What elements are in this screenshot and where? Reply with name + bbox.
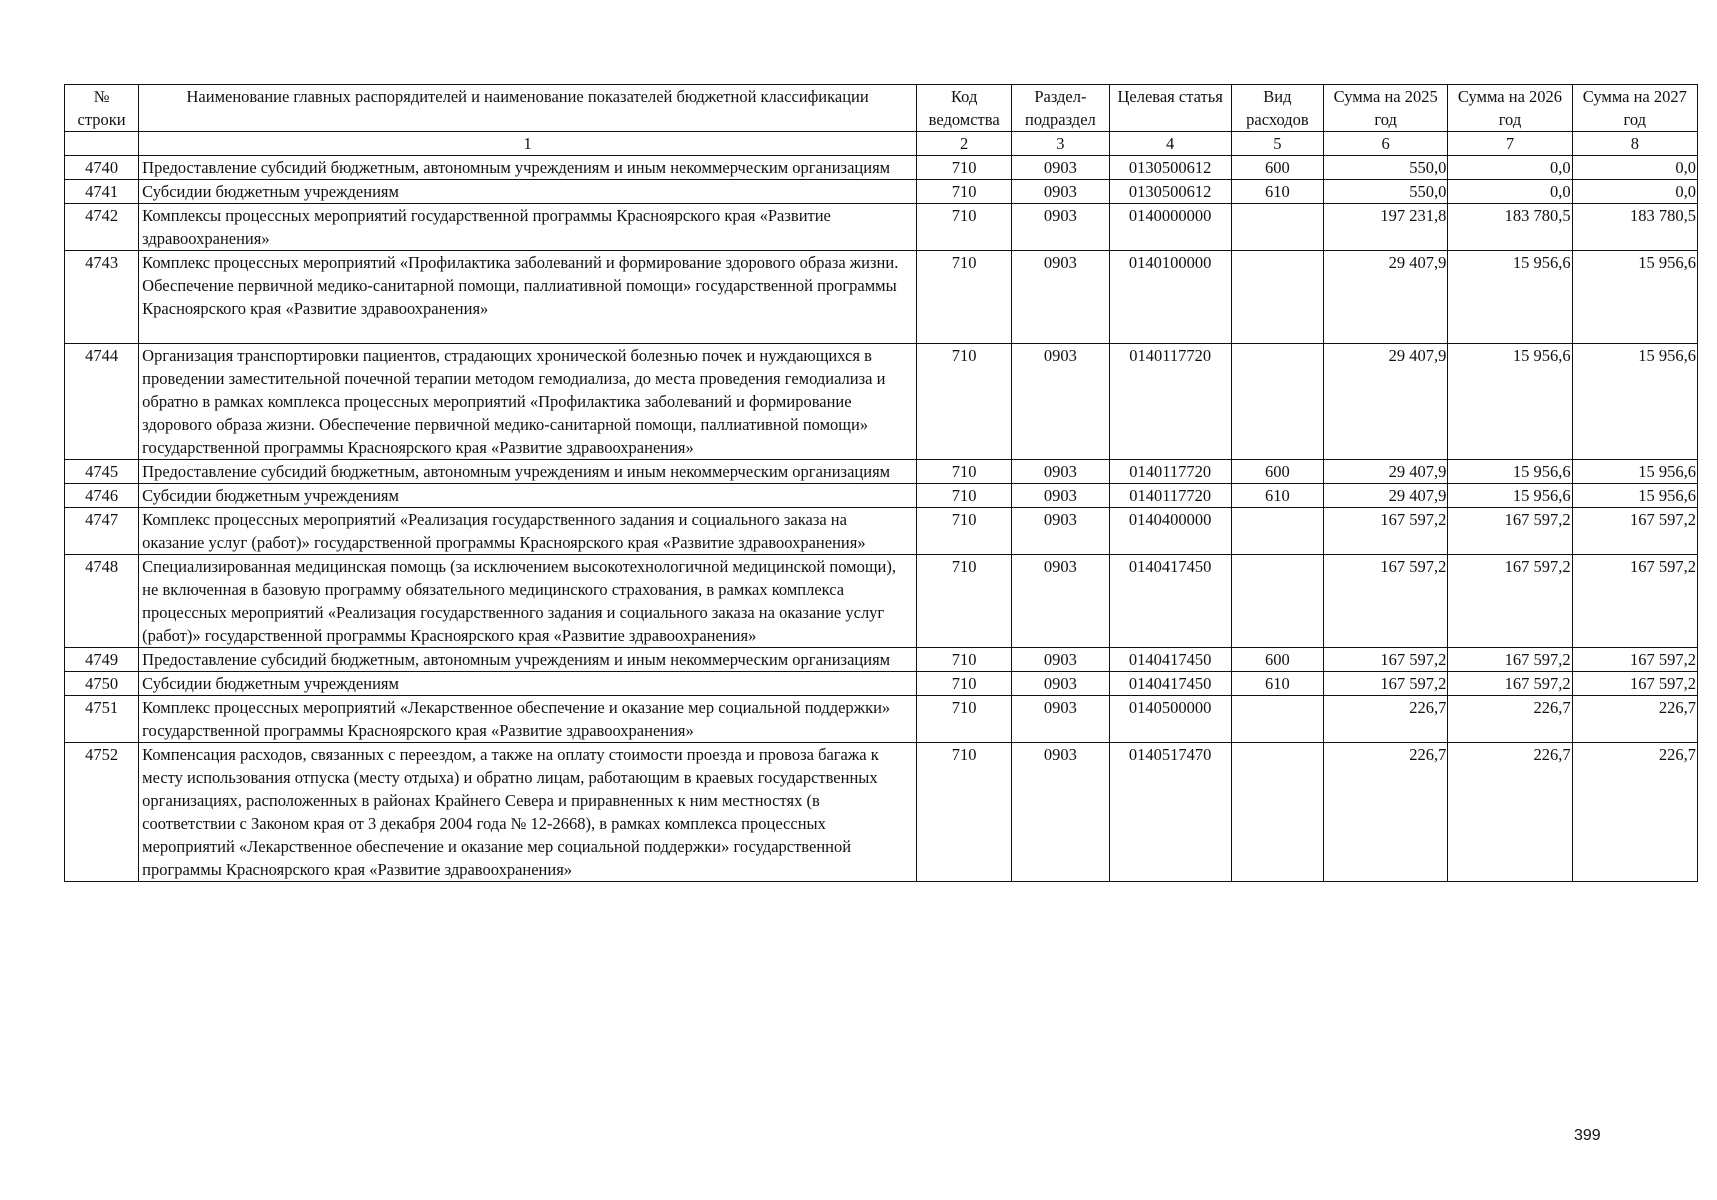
row-dept-code: 710 bbox=[917, 204, 1012, 251]
row-sum-2026: 15 956,6 bbox=[1448, 344, 1572, 460]
row-section: 0903 bbox=[1012, 672, 1109, 696]
row-target-article: 0140500000 bbox=[1109, 696, 1231, 743]
row-target-article: 0140517470 bbox=[1109, 743, 1231, 882]
row-section: 0903 bbox=[1012, 180, 1109, 204]
row-expense-type bbox=[1231, 555, 1323, 648]
row-sum-2027: 0,0 bbox=[1572, 156, 1697, 180]
row-expense-type: 610 bbox=[1231, 672, 1323, 696]
column-number: 5 bbox=[1231, 132, 1323, 156]
row-expense-type: 610 bbox=[1231, 484, 1323, 508]
column-number-row bbox=[65, 132, 1698, 156]
row-target-article: 0140100000 bbox=[1109, 251, 1231, 344]
budget-table bbox=[64, 84, 1698, 882]
row-dept-code: 710 bbox=[917, 555, 1012, 648]
row-sum-2027: 226,7 bbox=[1572, 743, 1697, 882]
row-section: 0903 bbox=[1012, 484, 1109, 508]
row-sum-2025: 226,7 bbox=[1324, 743, 1448, 882]
row-target-article: 0140000000 bbox=[1109, 204, 1231, 251]
row-dept-code: 710 bbox=[917, 180, 1012, 204]
table-row bbox=[65, 180, 1698, 204]
table-row bbox=[65, 460, 1698, 484]
row-expense-type: 600 bbox=[1231, 156, 1323, 180]
row-sum-2026: 226,7 bbox=[1448, 743, 1572, 882]
row-section: 0903 bbox=[1012, 204, 1109, 251]
row-expense-type: 600 bbox=[1231, 648, 1323, 672]
row-target-article: 0140117720 bbox=[1109, 460, 1231, 484]
row-section: 0903 bbox=[1012, 508, 1109, 555]
row-dept-code: 710 bbox=[917, 251, 1012, 344]
header-name: Наименование главных распорядителей и наименование показателей бюджетной классификации bbox=[139, 85, 917, 132]
row-sum-2025: 29 407,9 bbox=[1324, 344, 1448, 460]
header-target-article: Целевая статья bbox=[1109, 85, 1231, 132]
row-expense-type bbox=[1231, 251, 1323, 344]
row-target-article: 0140117720 bbox=[1109, 484, 1231, 508]
row-expense-type: 610 bbox=[1231, 180, 1323, 204]
row-name: Субсидии бюджетным учреждениям bbox=[139, 672, 917, 696]
table-row bbox=[65, 672, 1698, 696]
column-number-blank bbox=[65, 132, 139, 156]
row-number: 4741 bbox=[65, 180, 139, 204]
row-sum-2025: 550,0 bbox=[1324, 156, 1448, 180]
header-row-number: № строки bbox=[65, 85, 139, 132]
table-body bbox=[65, 156, 1698, 882]
page-number: 399 bbox=[1574, 1127, 1601, 1144]
row-sum-2026: 167 597,2 bbox=[1448, 672, 1572, 696]
row-target-article: 0140400000 bbox=[1109, 508, 1231, 555]
row-target-article: 0140417450 bbox=[1109, 648, 1231, 672]
row-number: 4740 bbox=[65, 156, 139, 180]
row-dept-code: 710 bbox=[917, 344, 1012, 460]
row-section: 0903 bbox=[1012, 743, 1109, 882]
row-sum-2026: 0,0 bbox=[1448, 156, 1572, 180]
row-number: 4746 bbox=[65, 484, 139, 508]
row-expense-type bbox=[1231, 743, 1323, 882]
row-name: Комплекс процессных мероприятий «Реализация государственного задания и социального заказа на оказание услуг (работ)» государственной программы Красноярского края «Развитие здравоохранения» bbox=[139, 508, 917, 555]
row-name: Субсидии бюджетным учреждениям bbox=[139, 180, 917, 204]
row-sum-2025: 29 407,9 bbox=[1324, 460, 1448, 484]
row-sum-2026: 167 597,2 bbox=[1448, 508, 1572, 555]
row-expense-type: 600 bbox=[1231, 460, 1323, 484]
header-sum-2026: Сумма на 2026 год bbox=[1448, 85, 1572, 132]
row-number: 4750 bbox=[65, 672, 139, 696]
row-expense-type bbox=[1231, 204, 1323, 251]
row-dept-code: 710 bbox=[917, 484, 1012, 508]
row-name: Специализированная медицинская помощь (за исключением высокотехнологичной медицинской помощи), не включенная в базовую программу обязательного медицинского страхования, в рамках комплекса процессных мероприятий «Реализация государственного задания и социального заказа на оказание услуг (работ)» государственной программы Красноярского края «Развитие здравоохранения» bbox=[139, 555, 917, 648]
table-row bbox=[65, 344, 1698, 460]
row-sum-2025: 29 407,9 bbox=[1324, 484, 1448, 508]
row-sum-2025: 167 597,2 bbox=[1324, 672, 1448, 696]
row-sum-2027: 183 780,5 bbox=[1572, 204, 1697, 251]
row-sum-2027: 0,0 bbox=[1572, 180, 1697, 204]
row-number: 4744 bbox=[65, 344, 139, 460]
row-expense-type bbox=[1231, 344, 1323, 460]
row-number: 4747 bbox=[65, 508, 139, 555]
row-sum-2027: 15 956,6 bbox=[1572, 251, 1697, 344]
column-number: 1 bbox=[139, 132, 917, 156]
row-number: 4752 bbox=[65, 743, 139, 882]
row-target-article: 0130500612 bbox=[1109, 180, 1231, 204]
table-row bbox=[65, 696, 1698, 743]
header-section: Раздел-подраздел bbox=[1012, 85, 1109, 132]
row-sum-2025: 167 597,2 bbox=[1324, 555, 1448, 648]
row-section: 0903 bbox=[1012, 555, 1109, 648]
row-target-article: 0140117720 bbox=[1109, 344, 1231, 460]
row-dept-code: 710 bbox=[917, 156, 1012, 180]
column-number: 8 bbox=[1572, 132, 1697, 156]
row-dept-code: 710 bbox=[917, 460, 1012, 484]
row-number: 4748 bbox=[65, 555, 139, 648]
column-number: 6 bbox=[1324, 132, 1448, 156]
row-section: 0903 bbox=[1012, 251, 1109, 344]
header-row bbox=[65, 85, 1698, 132]
row-sum-2027: 167 597,2 bbox=[1572, 555, 1697, 648]
row-number: 4743 bbox=[65, 251, 139, 344]
row-number: 4745 bbox=[65, 460, 139, 484]
column-number: 7 bbox=[1448, 132, 1572, 156]
row-sum-2025: 167 597,2 bbox=[1324, 508, 1448, 555]
row-section: 0903 bbox=[1012, 648, 1109, 672]
row-sum-2027: 15 956,6 bbox=[1572, 344, 1697, 460]
column-number: 3 bbox=[1012, 132, 1109, 156]
row-target-article: 0130500612 bbox=[1109, 156, 1231, 180]
row-sum-2027: 167 597,2 bbox=[1572, 648, 1697, 672]
row-expense-type bbox=[1231, 508, 1323, 555]
row-name: Субсидии бюджетным учреждениям bbox=[139, 484, 917, 508]
row-section: 0903 bbox=[1012, 344, 1109, 460]
row-target-article: 0140417450 bbox=[1109, 555, 1231, 648]
row-name: Компенсация расходов, связанных с переездом, а также на оплату стоимости проезда и провоза багажа к месту использования отпуска (месту отдыха) и обратно лицам, работающим в краевых государственных организациях, расположенных в районах Крайнего Севера и приравненных к ним местностях (в соответствии с Законом края от 3 декабря 2004 года № 12-2668), в рамках комплекса процессных мероприятий «Лекарственное обеспечение и оказание мер социальной поддержки» государственной программы Красноярского края «Развитие здравоохранения» bbox=[139, 743, 917, 882]
row-number: 4751 bbox=[65, 696, 139, 743]
row-name: Комплекс процессных мероприятий «Профилактика заболеваний и формирование здорового образа жизни. Обеспечение первичной медико-санитарной помощи, паллиативной помощи» государственной программы Красноярского края «Развитие здравоохранения» bbox=[139, 251, 917, 344]
table-row bbox=[65, 251, 1698, 344]
column-number: 4 bbox=[1109, 132, 1231, 156]
row-sum-2026: 167 597,2 bbox=[1448, 648, 1572, 672]
header-dept-code: Код ведомства bbox=[917, 85, 1012, 132]
row-sum-2025: 197 231,8 bbox=[1324, 204, 1448, 251]
row-sum-2027: 167 597,2 bbox=[1572, 672, 1697, 696]
table-row bbox=[65, 508, 1698, 555]
row-sum-2026: 183 780,5 bbox=[1448, 204, 1572, 251]
row-dept-code: 710 bbox=[917, 648, 1012, 672]
row-sum-2027: 167 597,2 bbox=[1572, 508, 1697, 555]
row-number: 4742 bbox=[65, 204, 139, 251]
row-sum-2025: 226,7 bbox=[1324, 696, 1448, 743]
row-dept-code: 710 bbox=[917, 672, 1012, 696]
row-sum-2025: 167 597,2 bbox=[1324, 648, 1448, 672]
row-sum-2026: 15 956,6 bbox=[1448, 251, 1572, 344]
row-name: Комплекс процессных мероприятий «Лекарственное обеспечение и оказание мер социальной поддержки» государственной программы Красноярского края «Развитие здравоохранения» bbox=[139, 696, 917, 743]
row-section: 0903 bbox=[1012, 460, 1109, 484]
row-sum-2026: 226,7 bbox=[1448, 696, 1572, 743]
row-dept-code: 710 bbox=[917, 508, 1012, 555]
budget-table-sheet bbox=[64, 84, 1698, 882]
table-row bbox=[65, 156, 1698, 180]
row-section: 0903 bbox=[1012, 156, 1109, 180]
row-dept-code: 710 bbox=[917, 696, 1012, 743]
table-row bbox=[65, 743, 1698, 882]
row-sum-2026: 15 956,6 bbox=[1448, 460, 1572, 484]
row-sum-2026: 0,0 bbox=[1448, 180, 1572, 204]
row-name: Комплексы процессных мероприятий государственной программы Красноярского края «Развитие здравоохранения» bbox=[139, 204, 917, 251]
row-name: Организация транспортировки пациентов, страдающих хронической болезнью почек и нуждающихся в проведении заместительной почечной терапии методом гемодиализа, до места проведения гемодиализа и обратно в рамках комплекса процессных мероприятий «Профилактика заболеваний и формирование здорового образа жизни. Обеспечение первичной медико-санитарной помощи, паллиативной помощи» государственной программы Красноярского края «Развитие здравоохранения» bbox=[139, 344, 917, 460]
row-sum-2025: 29 407,9 bbox=[1324, 251, 1448, 344]
row-dept-code: 710 bbox=[917, 743, 1012, 882]
row-target-article: 0140417450 bbox=[1109, 672, 1231, 696]
table-row bbox=[65, 648, 1698, 672]
row-name: Предоставление субсидий бюджетным, автономным учреждениям и иным некоммерческим организациям bbox=[139, 648, 917, 672]
row-sum-2027: 15 956,6 bbox=[1572, 484, 1697, 508]
table-row bbox=[65, 555, 1698, 648]
row-sum-2027: 226,7 bbox=[1572, 696, 1697, 743]
row-sum-2026: 167 597,2 bbox=[1448, 555, 1572, 648]
row-section: 0903 bbox=[1012, 696, 1109, 743]
table-row bbox=[65, 204, 1698, 251]
row-sum-2027: 15 956,6 bbox=[1572, 460, 1697, 484]
row-name: Предоставление субсидий бюджетным, автономным учреждениям и иным некоммерческим организациям bbox=[139, 156, 917, 180]
row-name: Предоставление субсидий бюджетным, автономным учреждениям и иным некоммерческим организациям bbox=[139, 460, 917, 484]
header-expense-type: Вид расходов bbox=[1231, 85, 1323, 132]
header-sum-2027: Сумма на 2027 год bbox=[1572, 85, 1697, 132]
column-number: 2 bbox=[917, 132, 1012, 156]
header-sum-2025: Сумма на 2025 год bbox=[1324, 85, 1448, 132]
row-sum-2025: 550,0 bbox=[1324, 180, 1448, 204]
row-expense-type bbox=[1231, 696, 1323, 743]
row-number: 4749 bbox=[65, 648, 139, 672]
table-row bbox=[65, 484, 1698, 508]
row-sum-2026: 15 956,6 bbox=[1448, 484, 1572, 508]
